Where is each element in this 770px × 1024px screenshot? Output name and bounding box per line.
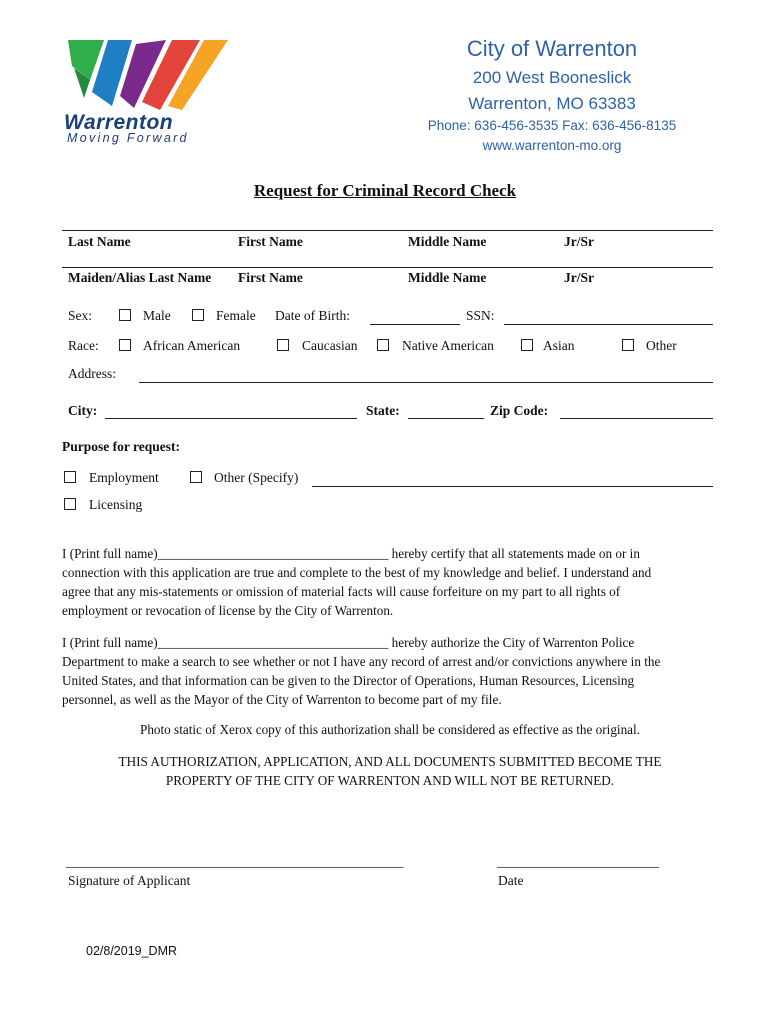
phone-fax: Phone: 636-456-3535 Fax: 636-456-8135 xyxy=(427,118,677,133)
warrenton-logo xyxy=(62,36,232,116)
other-race-checkbox[interactable] xyxy=(622,339,634,351)
female-checkbox[interactable] xyxy=(192,309,204,321)
date-signature-line[interactable]: ________________________ xyxy=(497,854,659,869)
form-title: Request for Criminal Record Check xyxy=(253,181,517,200)
alias-last-name-label: Maiden/Alias Last Name xyxy=(68,270,212,285)
female-label: Female xyxy=(216,308,256,323)
ssn-label: SSN: xyxy=(466,308,495,323)
logo-tagline: Moving Forward xyxy=(67,131,189,145)
certify-line-4: employment or revocation of license by the City of Warrenton. xyxy=(62,603,394,618)
certify-line-2: connection with this application are true and complete to the best of my knowledge and belief. I understand and xyxy=(62,565,652,580)
native-american-checkbox[interactable] xyxy=(377,339,389,351)
last-name-label: Last Name xyxy=(68,234,131,249)
suffix-label: Jr/Sr xyxy=(564,234,594,249)
state-field[interactable] xyxy=(408,418,484,419)
certify-line-1: I (Print full name)___________________________________ hereby certify that all statements made on or in xyxy=(62,546,640,561)
african-american-checkbox[interactable] xyxy=(119,339,131,351)
purpose-label: Purpose for request: xyxy=(62,439,180,454)
address-label: Address: xyxy=(68,366,116,381)
city-field[interactable] xyxy=(105,418,357,419)
city-label: City: xyxy=(68,403,98,418)
other-purpose-checkbox[interactable] xyxy=(190,471,202,483)
address-field[interactable] xyxy=(139,382,713,383)
licensing-checkbox[interactable] xyxy=(64,498,76,510)
caucasian-label: Caucasian xyxy=(302,338,358,353)
authorize-line-4: personnel, as well as the Mayor of the City of Warrenton to become part of my file. xyxy=(62,692,502,707)
certify-line-3: agree that any mis-statements or omission of material facts will cause forfeiture on my part to all rights of xyxy=(62,584,621,599)
notice-line-1: THIS AUTHORIZATION, APPLICATION, AND ALL DOCUMENTS SUBMITTED BECOME THE xyxy=(118,754,662,769)
alias-middle-name-label: Middle Name xyxy=(408,270,487,285)
name-row-2-top-line[interactable] xyxy=(62,267,713,268)
applicant-signature-line[interactable]: __________________________________________________ xyxy=(66,854,404,869)
certify-paragraph xyxy=(62,544,702,620)
other-purpose-label: Other (Specify) xyxy=(214,470,299,485)
alias-suffix-label: Jr/Sr xyxy=(564,270,594,285)
address-line-1: 200 West Booneslick xyxy=(472,68,632,87)
middle-name-label: Middle Name xyxy=(408,234,487,249)
native-american-label: Native American xyxy=(402,338,494,353)
ssn-field[interactable] xyxy=(504,324,713,325)
race-label: Race: xyxy=(68,338,99,353)
address-line-2: Warrenton, MO 63383 xyxy=(468,94,636,113)
male-label: Male xyxy=(143,308,171,323)
org-name: City of Warrenton xyxy=(466,36,638,61)
dob-label: Date of Birth: xyxy=(275,308,350,323)
zip-field[interactable] xyxy=(560,418,713,419)
alias-first-name-label: First Name xyxy=(238,270,303,285)
authorize-paragraph xyxy=(62,633,702,709)
date-signature-label: Date xyxy=(498,873,524,888)
authorize-line-3: United States, and that information can be given to the Director of Operations, Human Resources, Licensing xyxy=(62,673,635,688)
caucasian-checkbox[interactable] xyxy=(277,339,289,351)
zip-label: Zip Code: xyxy=(490,403,549,418)
photostatic-note: Photo static of Xerox copy of this authorization shall be considered as effective as the original. xyxy=(139,722,640,737)
authorize-line-1: I (Print full name)___________________________________ hereby authorize the City of Warrenton Police xyxy=(62,635,635,650)
employment-label: Employment xyxy=(89,470,159,485)
asian-checkbox[interactable] xyxy=(521,339,533,351)
african-american-label: African American xyxy=(143,338,241,353)
dob-field[interactable] xyxy=(370,324,460,325)
name-row-1-top-line xyxy=(62,230,713,231)
sex-label: Sex: xyxy=(68,308,93,323)
asian-label: Asian xyxy=(543,338,575,353)
other-purpose-field[interactable] xyxy=(312,486,713,487)
other-race-label: Other xyxy=(646,338,677,353)
licensing-label: Licensing xyxy=(89,497,143,512)
authorize-line-2: Department to make a search to see whether or not I have any record of arrest and/or convictions anywhere in the xyxy=(62,654,661,669)
notice-line-2: PROPERTY OF THE CITY OF WARRENTON AND WILL NOT BE RETURNED. xyxy=(165,773,615,788)
notice-block xyxy=(40,752,740,790)
applicant-signature-label: Signature of Applicant xyxy=(68,873,191,888)
male-checkbox[interactable] xyxy=(119,309,131,321)
state-label: State: xyxy=(366,403,400,418)
footer-revision-code: 02/8/2019_DMR xyxy=(86,944,178,958)
website-link[interactable]: www.warrenton-mo.org xyxy=(482,138,622,153)
employment-checkbox[interactable] xyxy=(64,471,76,483)
logo-wordmark: Warrenton xyxy=(64,111,174,134)
first-name-label: First Name xyxy=(238,234,303,249)
